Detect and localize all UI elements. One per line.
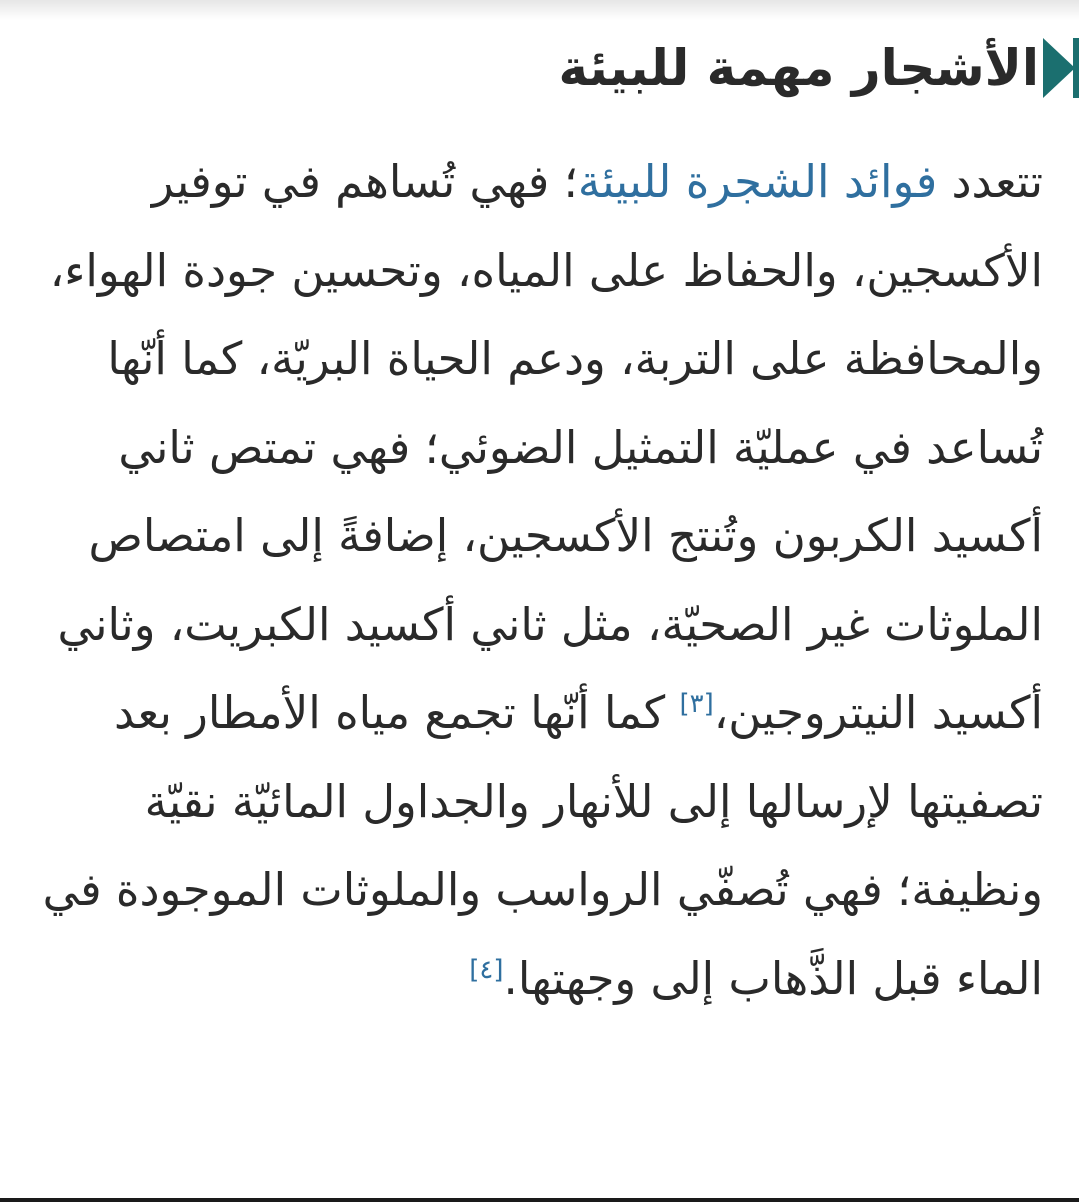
bottom-divider bbox=[0, 1198, 1079, 1202]
article-paragraph bbox=[38, 138, 1043, 1023]
reference-4-link[interactable]: [٤] bbox=[469, 954, 504, 985]
paragraph-part-1: ؛ فهي تُساهم في توفير الأكسجين، والحفاظ على المياه، وتحسين جودة الهواء، والمحافظة على التربة، ودعم الحياة البريّة، كما أنّها تُساعد في عمليّة التمثيل الضوئي؛ فهي تمتص ثاني أكسيد الكربون وتُنتج الأكسجين، إضافةً إلى امتصاص الملوثات غير الصحيّة، مثل ثاني أكسيد الكبريت، وثاني أكسيد النيتروجين، bbox=[49, 155, 1043, 739]
paragraph-part-2: كما أنّها تجمع مياه الأمطار بعد تصفيتها لإرسالها إلى للأنهار والجداول المائيّة نقيّة ونظيفة؛ فهي تُصفّي الرواسب والملوثات الموجودة في الماء قبل الذَّهاب إلى وجهتها. bbox=[42, 686, 1043, 1005]
section-heading: الأشجار مهمة للبيئة bbox=[558, 39, 1039, 97]
top-shadow bbox=[0, 0, 1079, 20]
reference-3-link[interactable]: [٣] bbox=[679, 689, 714, 719]
paragraph-intro: تتعدد bbox=[937, 155, 1043, 208]
tree-benefits-link[interactable]: فوائد الشجرة للبيئة bbox=[577, 155, 938, 208]
heading-arrow-icon bbox=[1043, 38, 1075, 98]
section-heading-row bbox=[0, 30, 1079, 110]
